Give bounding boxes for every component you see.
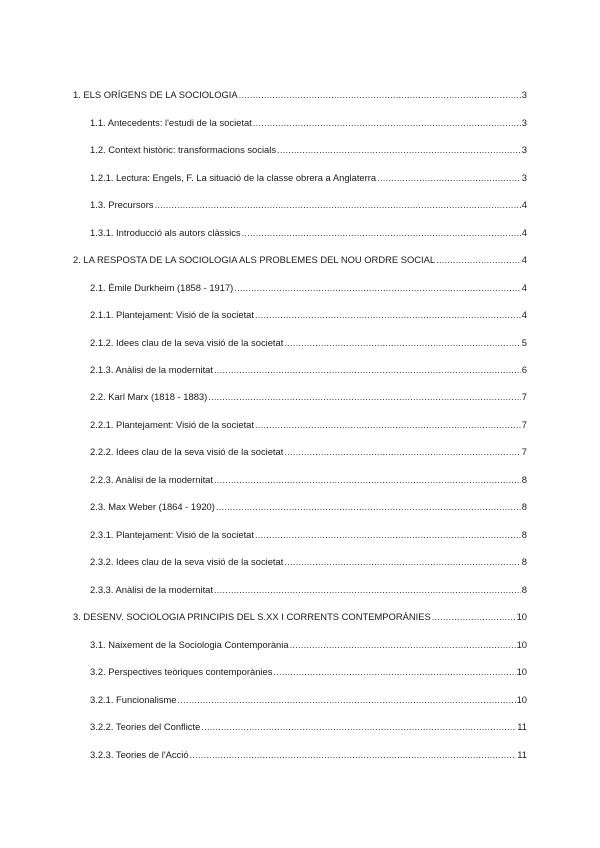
toc-entry[interactable] xyxy=(90,501,527,513)
toc-entry-title: 2.2.2. Idees clau de la seva visió de la societat xyxy=(90,446,284,457)
toc-entry-title: 3.2.1. Funcionalisme xyxy=(90,694,177,705)
toc-dot-leader xyxy=(216,501,521,513)
toc-entry[interactable] xyxy=(90,666,527,678)
toc-entry-title: 2.3.2. Idees clau de la seva visió de la societat xyxy=(90,556,284,567)
toc-dot-leader xyxy=(377,172,521,184)
toc-entry-page: 10 xyxy=(516,611,527,622)
toc-entry[interactable] xyxy=(90,364,527,376)
toc-entry-title: 2.2. Karl Marx (1818 - 1883) xyxy=(90,391,208,402)
toc-dot-leader xyxy=(290,639,516,651)
toc-entry[interactable] xyxy=(90,172,527,184)
toc-entry[interactable] xyxy=(90,391,527,403)
toc-entry-page: 4 xyxy=(521,309,527,320)
toc-dot-leader xyxy=(239,89,521,101)
toc-entry-title: 2.1.2. Idees clau de la seva visió de la societat xyxy=(90,337,284,348)
toc-entry[interactable] xyxy=(90,446,527,458)
toc-dot-leader xyxy=(273,666,515,678)
toc-entry-title: 3.1. Naixement de la Sociologia Contemporània xyxy=(90,639,289,650)
toc-entry-title: 3.2.2. Teories del Conflicte xyxy=(90,721,201,732)
toc-entry-page: 8 xyxy=(521,501,527,512)
toc-entry-page: 6 xyxy=(521,364,527,375)
toc-dot-leader xyxy=(284,446,520,458)
toc-entry-page: 8 xyxy=(521,474,527,485)
toc-entry[interactable] xyxy=(73,89,527,101)
toc-entry-page: 3 xyxy=(521,172,527,183)
toc-entry-title: 2.1. Émile Durkheim (1858 - 1917) xyxy=(90,282,234,293)
toc-entry-title: 2. LA RESPOSTA DE LA SOCIOLOGIA ALS PROBLEMES DEL NOU ORDRE SOCIAL xyxy=(73,254,436,265)
toc-dot-leader xyxy=(284,337,520,349)
toc-entry-title: 2.3.1. Plantejament: Visió de la societat xyxy=(90,529,254,540)
toc-entry[interactable] xyxy=(90,309,527,321)
toc-entry-page: 8 xyxy=(521,556,527,567)
toc-entry[interactable] xyxy=(90,556,527,568)
toc-entry-page: 4 xyxy=(521,199,527,210)
toc-entry-page: 7 xyxy=(521,391,527,402)
toc-entry-title: 1.3.1. Introducció als autors clàssics xyxy=(90,227,241,238)
toc-dot-leader xyxy=(432,611,516,623)
toc-entry-page: 5 xyxy=(521,337,527,348)
toc-entry-page: 10 xyxy=(516,639,527,650)
toc-dot-leader xyxy=(155,199,521,211)
toc-entry[interactable] xyxy=(90,117,527,129)
toc-entry-page: 11 xyxy=(517,721,527,732)
toc-entry-page: 3 xyxy=(521,89,527,100)
toc-entry-title: 3.2.3. Teories de l'Acció xyxy=(90,749,189,760)
toc-entry-page: 8 xyxy=(521,584,527,595)
toc-dot-leader xyxy=(255,309,521,321)
toc-dot-leader xyxy=(178,694,516,706)
toc-entry-page: 4 xyxy=(521,282,527,293)
toc-entry[interactable] xyxy=(90,144,527,156)
toc-dot-leader xyxy=(255,419,521,431)
toc-entry-page: 10 xyxy=(516,694,527,705)
toc-dot-leader xyxy=(255,529,521,541)
toc-entry[interactable] xyxy=(73,254,527,266)
toc-entry-title: 1.1. Antecedents: l'estudi de la societat xyxy=(90,117,252,128)
toc-dot-leader xyxy=(277,144,521,156)
toc-dot-leader xyxy=(253,117,521,129)
toc-entry-title: 2.1.1. Plantejament: Visió de la societat xyxy=(90,309,254,320)
toc-entry-page: 10 xyxy=(516,666,527,677)
toc-dot-leader xyxy=(436,254,521,266)
toc-entry-page: 7 xyxy=(521,446,527,457)
toc-entry-page: 4 xyxy=(521,254,527,265)
toc-entry-title: 2.1.3. Anàlisi de la modernitat xyxy=(90,364,213,375)
toc-entry[interactable] xyxy=(90,529,527,541)
toc-entry-page: 3 xyxy=(521,144,527,155)
toc-dot-leader xyxy=(190,749,517,761)
toc-entry[interactable] xyxy=(90,694,527,706)
toc-entry-page: 3 xyxy=(521,117,527,128)
toc-entry[interactable] xyxy=(90,584,527,596)
toc-entry[interactable] xyxy=(73,611,527,623)
toc-entry-title: 2.2.1. Plantejament: Visió de la societat xyxy=(90,419,254,430)
toc-dot-leader xyxy=(214,584,521,596)
toc-entry-title: 2.3.3. Anàlisi de la modernitat xyxy=(90,584,213,595)
toc-dot-leader xyxy=(284,556,520,568)
toc-entry-page: 7 xyxy=(521,419,527,430)
toc-dot-leader xyxy=(214,474,521,486)
toc-dot-leader xyxy=(234,282,520,294)
toc-entry-title: 3.2. Perspectives teòriques contemporànies xyxy=(90,666,273,677)
toc-entry-title: 3. DESENV. SOCIOLOGIA PRINCIPIS DEL S.XX I CORRENTS CONTEMPORÀNIES xyxy=(73,611,431,622)
toc-entry-title: 1. ELS ORÍGENS DE LA SOCIOLOGIA xyxy=(73,89,238,100)
toc-entry-title: 1.2. Context històric: transformacions socials xyxy=(90,144,277,155)
toc-entry[interactable] xyxy=(90,474,527,486)
toc-entry[interactable] xyxy=(90,749,527,761)
toc-entry[interactable] xyxy=(90,199,527,211)
toc-entry-page: 8 xyxy=(521,529,527,540)
toc-entry[interactable] xyxy=(90,721,527,733)
toc-entry[interactable] xyxy=(90,227,527,239)
toc-entry[interactable] xyxy=(90,639,527,651)
toc-entry[interactable] xyxy=(90,419,527,431)
toc-entry[interactable] xyxy=(90,337,527,349)
toc-dot-leader xyxy=(214,364,521,376)
toc-entry[interactable] xyxy=(90,282,527,294)
toc-entry-page: 11 xyxy=(517,749,527,760)
toc-entry-title: 1.3. Precursors xyxy=(90,199,154,210)
toc-entry-title: 2.3. Max Weber (1864 - 1920) xyxy=(90,501,215,512)
toc-dot-leader xyxy=(242,227,521,239)
toc-entry-page: 4 xyxy=(521,227,527,238)
toc-entry-title: 2.2.3. Anàlisi de la modernitat xyxy=(90,474,213,485)
toc-entry-title: 1.2.1. Lectura: Engels, F. La situació de la classe obrera a Anglaterra xyxy=(90,172,377,183)
toc-dot-leader xyxy=(201,721,516,733)
toc-dot-leader xyxy=(208,391,521,403)
